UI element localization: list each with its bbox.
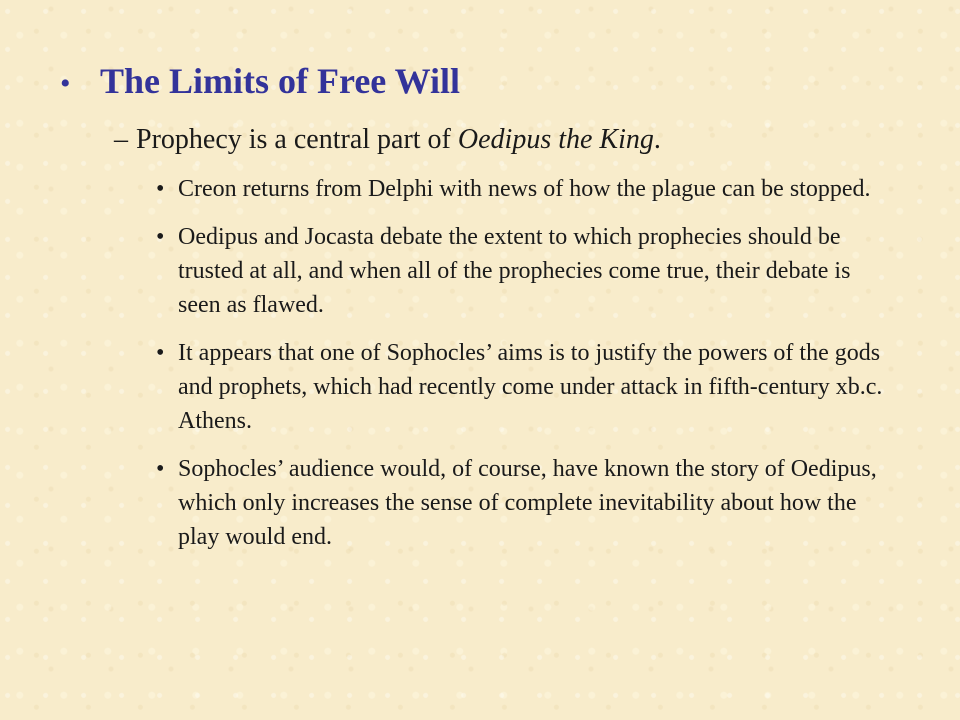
bullet-item	[156, 336, 886, 438]
bullet-dot: •	[156, 176, 165, 202]
subpoint-dash: –	[114, 124, 128, 155]
title-row	[60, 56, 460, 106]
bullet-dot: •	[156, 340, 165, 366]
bullet-text: Sophocles’ audience would, of course, have known the story of Oedipus, which only increases the sense of complete inevitability about how the play would end.	[178, 456, 877, 550]
bullet-text: Creon returns from Delphi with news of how the plague can be stopped.	[178, 176, 871, 202]
bullet-list	[156, 172, 886, 568]
bullet-item	[156, 172, 886, 206]
bullet-dot: •	[156, 224, 165, 250]
subpoint	[114, 120, 661, 160]
bullet-text: Oedipus and Jocasta debate the extent to which prophecies should be trusted at all, and when all of the prophecies come true, their debate is seen as flawed.	[178, 224, 851, 318]
bullet-item	[156, 220, 886, 322]
subpoint-text-before: Prophecy is a central part of	[136, 124, 458, 155]
subpoint-play-title: Oedipus the King	[457, 124, 654, 155]
title-bullet: •	[60, 67, 71, 100]
slide-title: The Limits of Free Will	[100, 61, 460, 101]
bullet-item	[156, 452, 886, 554]
subpoint-text-after: .	[653, 124, 661, 155]
bullet-text: It appears that one of Sophocles’ aims is to justify the powers of the gods and prophets, which had recently come under attack in fifth-century xb.c. Athens.	[178, 340, 883, 434]
bullet-dot: •	[156, 456, 165, 482]
subpoint-text	[136, 120, 661, 160]
